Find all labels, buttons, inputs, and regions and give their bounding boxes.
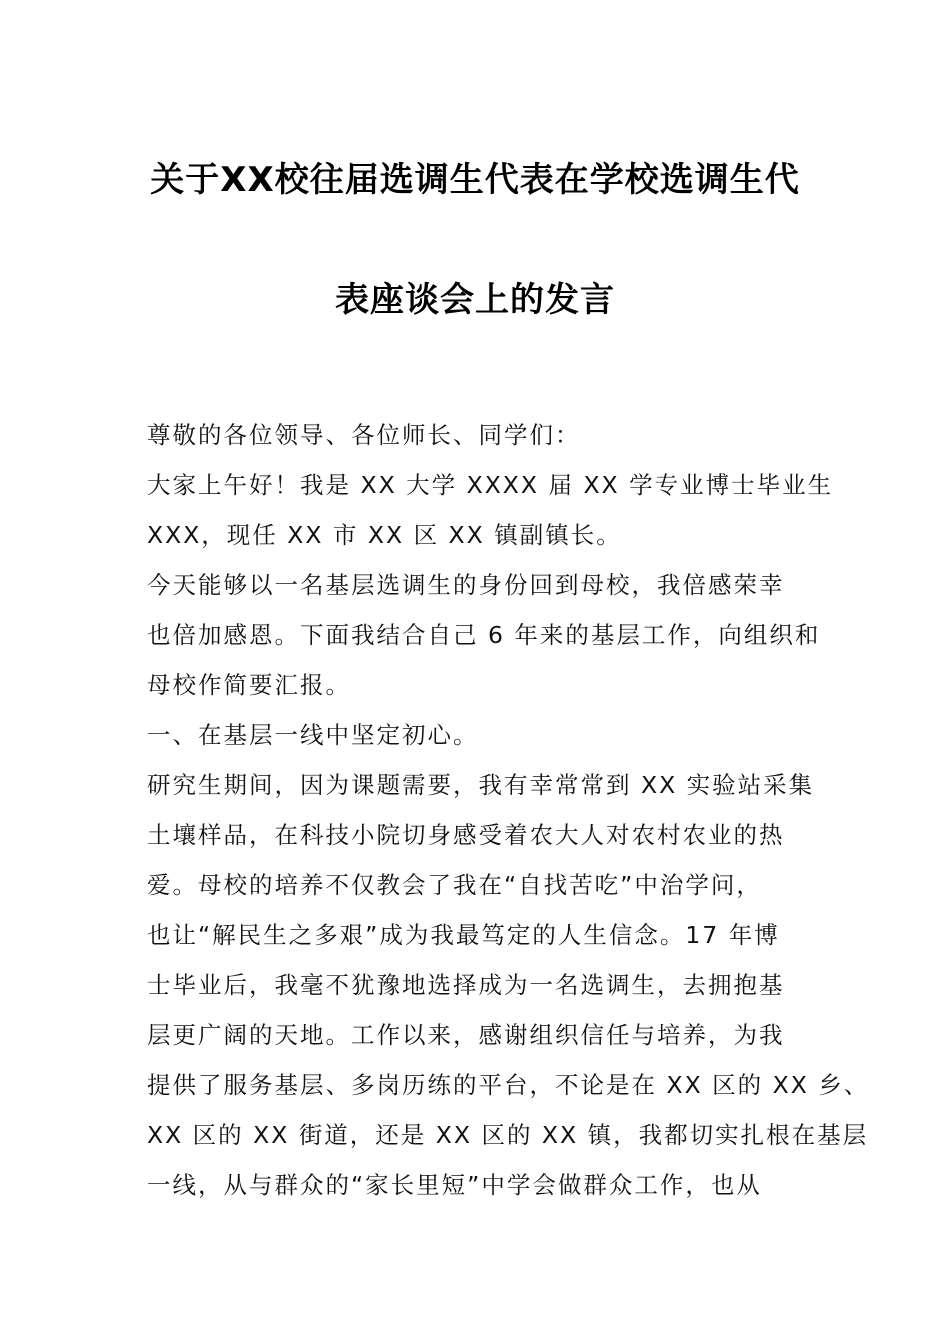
paragraph-line: 层更广阔的天地。工作以来，感谢组织信任与培养，为我 (147, 1021, 785, 1049)
salutation: 尊敬的各位领导、各位师长、同学们： (147, 421, 581, 449)
document-title-line-2: 表座谈会上的发言 (335, 280, 615, 320)
paragraph-line: 研究生期间，因为课题需要，我有幸常常到 XX 实验站采集 (147, 771, 815, 799)
document-body (147, 410, 870, 1210)
paragraph-line: XX 区的 XX 街道，还是 XX 区的 XX 镇，我都切实扎根在基层 (147, 1121, 869, 1149)
document-title-line-1: 关于XX校往届选调生代表在学校选调生代 (150, 160, 800, 200)
paragraph-line: 土壤样品，在科技小院切身感受着农大人对农村农业的热 (147, 821, 785, 849)
paragraph-line: 士毕业后，我毫不犹豫地选择成为一名选调生，去拥抱基 (147, 971, 785, 999)
paragraph-line: XXX，现任 XX 市 XX 区 XX 镇副镇长。 (147, 521, 622, 549)
section-heading: 一、在基层一线中坚定初心。 (147, 721, 479, 749)
paragraph-line: 提供了服务基层、多岗历练的平台，不论是在 XX 区的 XX 乡、 (147, 1071, 870, 1099)
paragraph-line: 爱。母校的培养不仅教会了我在“自找苦吃”中治学问， (147, 871, 762, 899)
paragraph-line: 大家上午好！我是 XX 大学 XXXX 届 XX 学专业博士毕业生 (147, 471, 834, 499)
paragraph-line: 也让“解民生之多艰”成为我最笃定的人生信念。17 年博 (147, 921, 780, 949)
paragraph-line: 母校作简要汇报。 (147, 671, 351, 699)
paragraph-line: 也倍加感恩。下面我结合自己 6 年来的基层工作，向组织和 (147, 621, 821, 649)
paragraph-line: 今天能够以一名基层选调生的身份回到母校，我倍感荣幸 (147, 571, 785, 599)
paragraph-line: 一线，从与群众的“家长里短”中学会做群众工作，也从 (147, 1171, 762, 1199)
